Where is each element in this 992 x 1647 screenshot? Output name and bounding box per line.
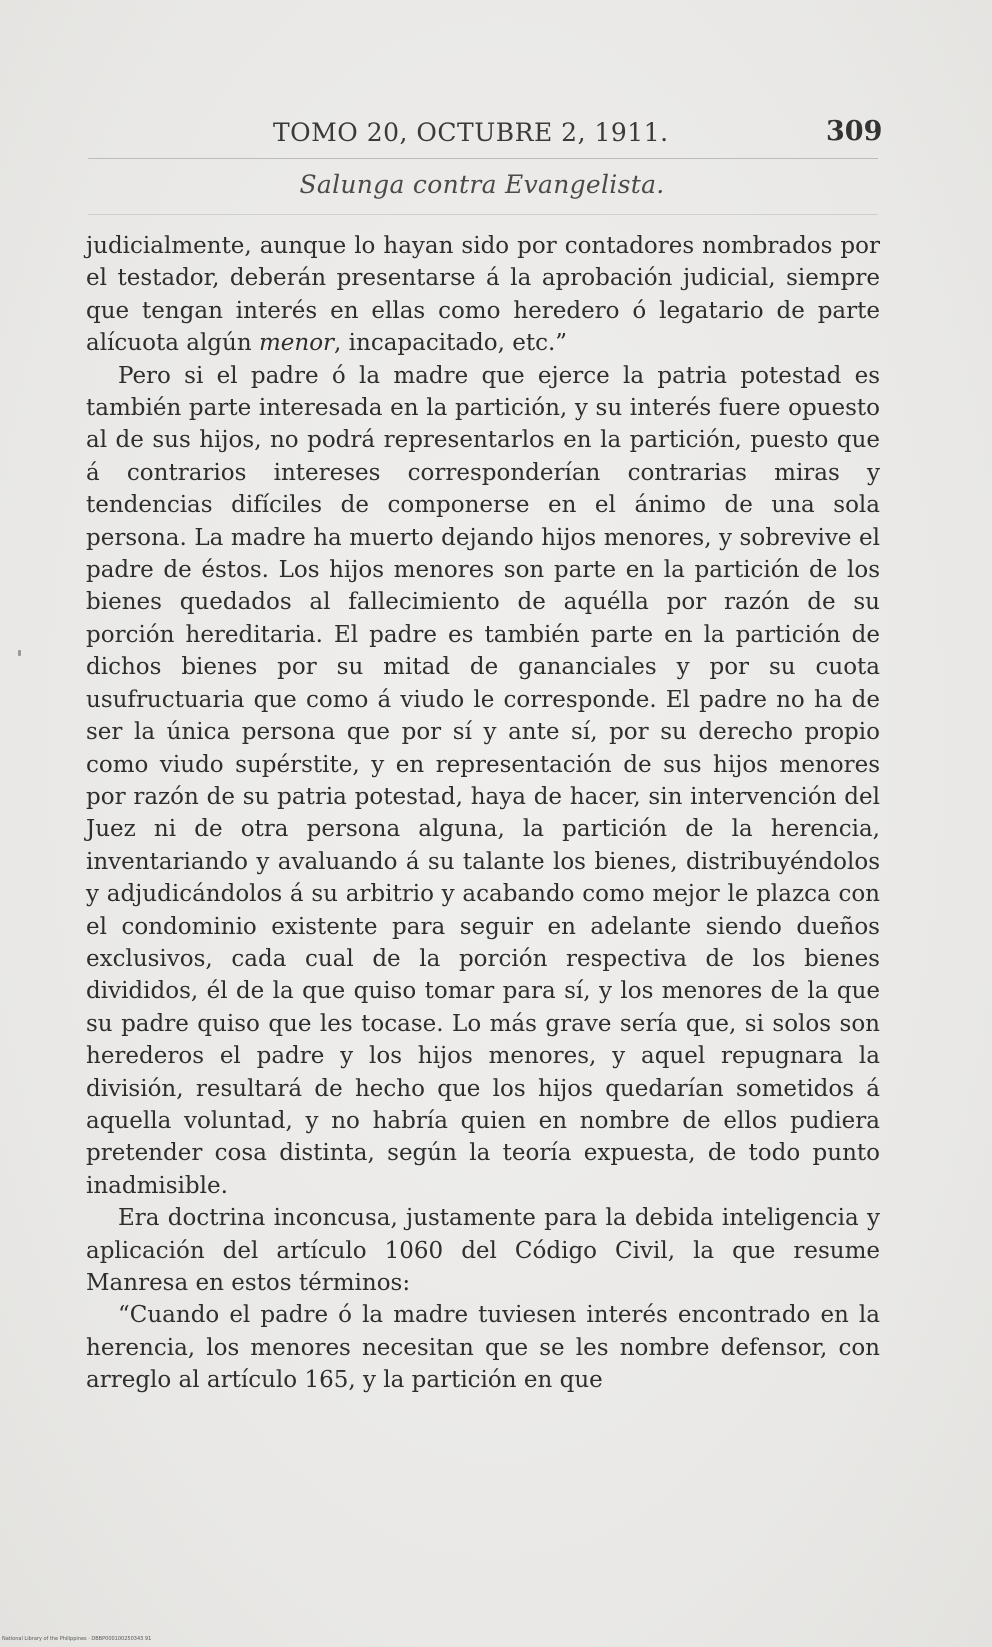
paragraph-4: “Cuando el padre ó la madre tuviesen interés encontrado en la herencia, los menores necesitan que se les nombre defensor, con arreglo al artículo 165, y la partición en que	[86, 1302, 880, 1394]
scan-speck	[18, 650, 21, 656]
paragraph-3: Era doctrina inconcusa, justamente para la debida inteligencia y aplicación del artículo 1060 del Código Civil, la que resume Manresa en estos términos:	[86, 1205, 880, 1296]
body-text	[86, 230, 880, 1397]
paragraph-1	[86, 230, 880, 360]
header-divider	[88, 158, 878, 159]
paragraph-1-end: , incapacitado, etc.”	[334, 330, 568, 357]
paragraph-2: Pero si el padre ó la madre que ejerce la patria potestad es también parte interesada en la partición, y su interés fuere opuesto al de sus hijos, no podrá representarlos en la partición, puesto que á contrarios intereses corresponderían contrarias miras y tendencias difíciles de componerse en el ánimo de una sola persona. La madre ha muerto dejando hijos menores, y sobrevive el padre de éstos. Los hijos menores son parte en la partición de los bienes quedados al fallecimiento de aquélla por razón de su porción hereditaria. El padre es también parte en la partición de dichos bienes por su mitad de gananciales y por su cuota usufructuaria que como á viudo le corresponde. El padre no ha de ser la única persona que por sí y ante sí, por su derecho propio como viudo supérstite, y en representación de sus hijos menores por razón de su patria potestad, haya de hacer, sin intervención del Juez ni de otra persona alguna, la partición de la herencia, inventariando y avaluando á su talante los bienes, distribuyéndolos y adjudicándolos á su arbitrio y acabando como mejor le plazca con el condominio existente para seguir en adelante siendo dueños exclusivos, cada cual de la porción respectiva de los bienes divididos, él de la que quiso tomar para sí, y los menores de la que su padre quiso que les tocase. Lo más grave sería que, si solos son herederos el padre y los hijos menores, y aquel repugnara la división, resultará de hecho que los hijos quedarían sometidos á aquella voluntad, y no habría quien en nombre de ellos pudiera pretender cosa distinta, según la teoría expuesta, de todo punto inadmisible.	[86, 362, 880, 1199]
case-title-text: Salunga contra Evangelista.	[299, 170, 665, 199]
paragraph-1-italic: menor	[258, 330, 335, 357]
paragraph-1-start: judicialmente, aunque lo hayan sido por contadores nombrados por el testador, deberán presentarse á la aprobación judicial, siempre que tengan interés en ellas como heredero ó legatario de parte alícuota algún	[86, 233, 880, 357]
page-number: 309	[826, 116, 883, 147]
page-header	[0, 112, 992, 156]
title-divider	[88, 214, 878, 215]
source-note: National Library of the Philippines · DBBP000100250343 91	[2, 1636, 152, 1642]
case-title	[0, 170, 992, 199]
running-title: TOMO 20, OCTUBRE 2, 1911.	[273, 118, 669, 147]
